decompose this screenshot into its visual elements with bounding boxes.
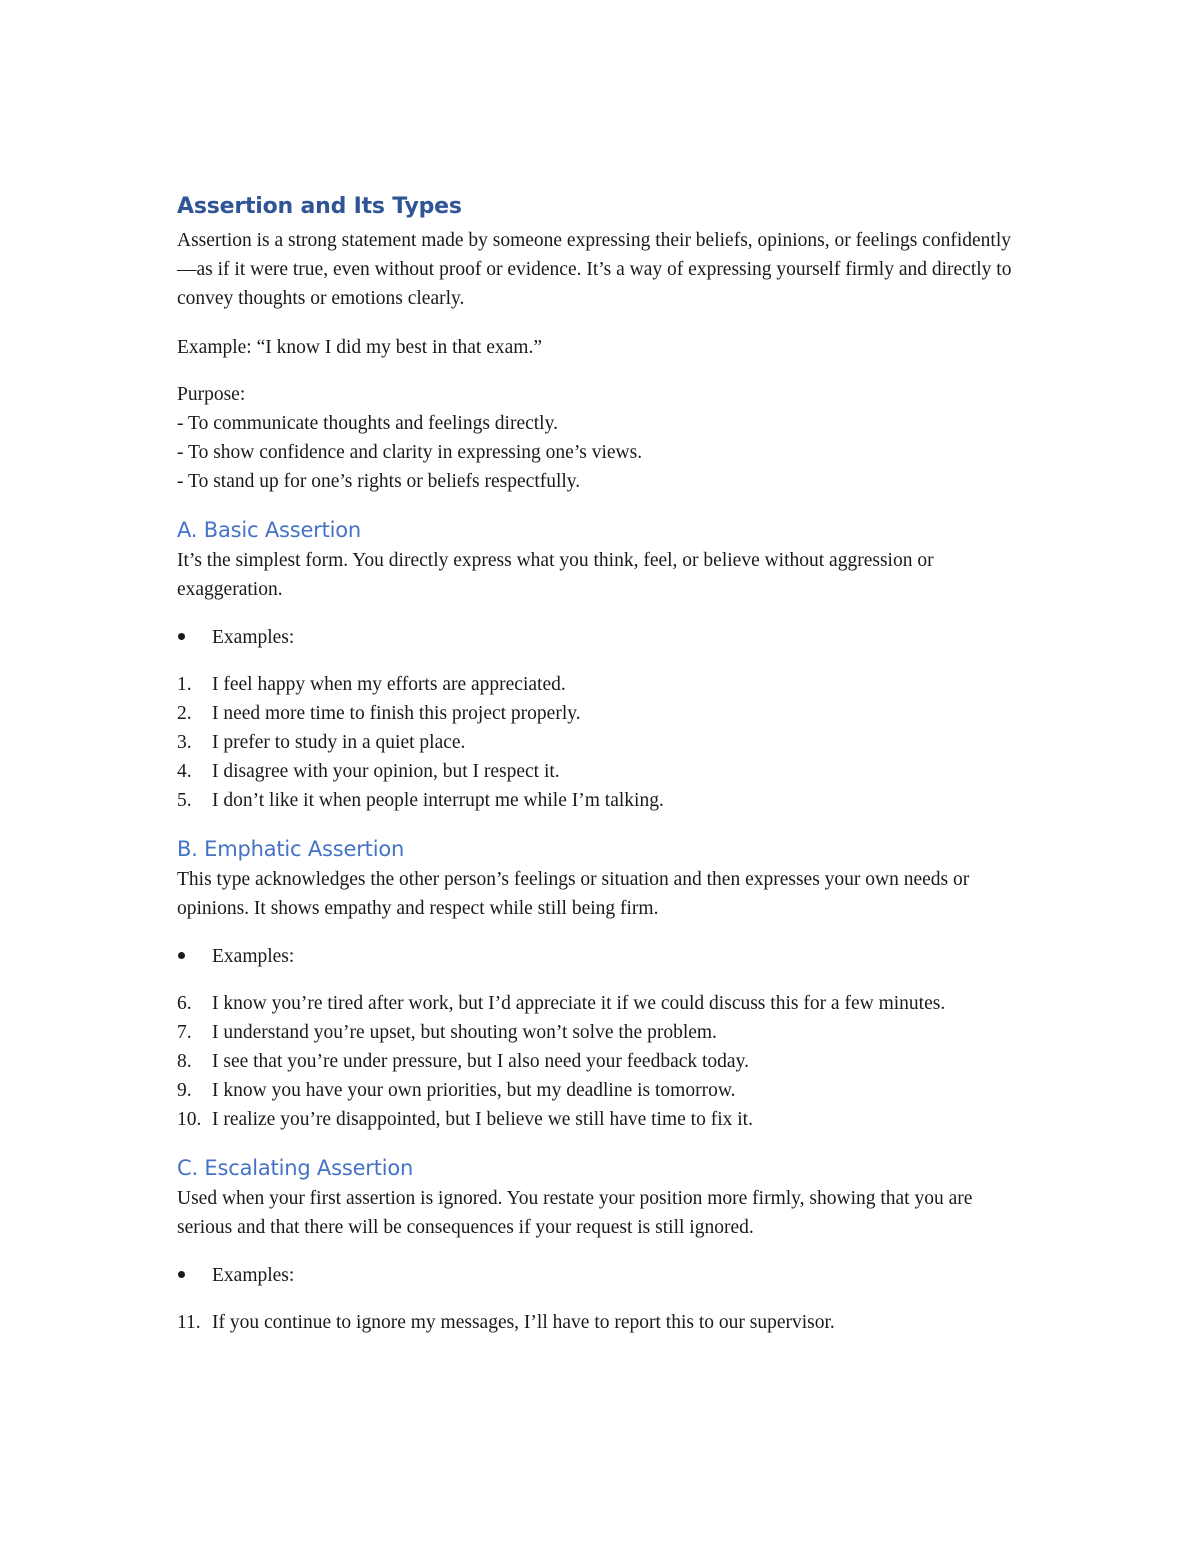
section-description: Used when your first assertion is ignored. You restate your position more firmly, showing that you are serious and that there will be consequences if your request is still ignored. xyxy=(177,1188,973,1238)
bullet-icon xyxy=(177,623,212,652)
list-item: 11. If you continue to ignore my messages, I’ll have to report this to our supervisor. xyxy=(177,1312,835,1333)
examples-label: Examples: xyxy=(212,946,295,967)
examples-list xyxy=(177,670,1017,815)
list-item: 4. I disagree with your opinion, but I respect it. xyxy=(177,761,560,782)
section-heading-escalating: C. Escalating Assertion xyxy=(177,1156,414,1180)
section-description: This type acknowledges the other person’s feelings or situation and then expresses your own needs or opinions. It shows empathy and respect while still being firm. xyxy=(177,869,970,919)
purpose-label: Purpose: xyxy=(177,384,246,405)
list-item: 8. I see that you’re under pressure, but I also need your feedback today. xyxy=(177,1051,749,1072)
purpose-block xyxy=(177,380,1017,496)
intro-paragraph: Assertion is a strong statement made by someone expressing their beliefs, opinions, or feelings confidently—as if it were true, even without proof or evidence. It’s a way of expressing yourself firmly and directly to convey thoughts or emotions clearly. xyxy=(177,230,1012,309)
document-page xyxy=(177,190,1017,1337)
bullet-icon xyxy=(177,1261,212,1290)
examples-bullet xyxy=(177,1261,1017,1290)
examples-label: Examples: xyxy=(212,627,295,648)
purpose-item: - To show confidence and clarity in expressing one’s views. xyxy=(177,442,643,463)
list-item: 6. I know you’re tired after work, but I’d appreciate it if we could discuss this for a few minutes. xyxy=(177,993,946,1014)
list-item: 2. I need more time to finish this project properly. xyxy=(177,703,581,724)
list-item: 5. I don’t like it when people interrupt me while I’m talking. xyxy=(177,790,664,811)
examples-list xyxy=(177,989,1017,1134)
purpose-item: - To communicate thoughts and feelings directly. xyxy=(177,413,558,434)
section-heading-emphatic: B. Emphatic Assertion xyxy=(177,837,405,861)
examples-bullet xyxy=(177,942,1017,971)
example-paragraph: Example: “I know I did my best in that exam.” xyxy=(177,337,542,358)
list-item: 10. I realize you’re disappointed, but I believe we still have time to fix it. xyxy=(177,1109,753,1130)
list-item: 3. I prefer to study in a quiet place. xyxy=(177,732,466,753)
examples-label: Examples: xyxy=(212,1265,295,1286)
list-item: 7. I understand you’re upset, but shouting won’t solve the problem. xyxy=(177,1022,717,1043)
examples-bullet xyxy=(177,623,1017,652)
purpose-item: - To stand up for one’s rights or beliefs respectfully. xyxy=(177,471,581,492)
examples-list xyxy=(177,1308,1017,1337)
section-description: It’s the simplest form. You directly express what you think, feel, or believe without aggression or exaggeration. xyxy=(177,550,934,600)
section-heading-basic: A. Basic Assertion xyxy=(177,518,362,542)
bullet-icon xyxy=(177,942,212,971)
list-item: 1. I feel happy when my efforts are appreciated. xyxy=(177,674,566,695)
list-item: 9. I know you have your own priorities, but my deadline is tomorrow. xyxy=(177,1080,736,1101)
document-title: Assertion and Its Types xyxy=(177,194,462,219)
